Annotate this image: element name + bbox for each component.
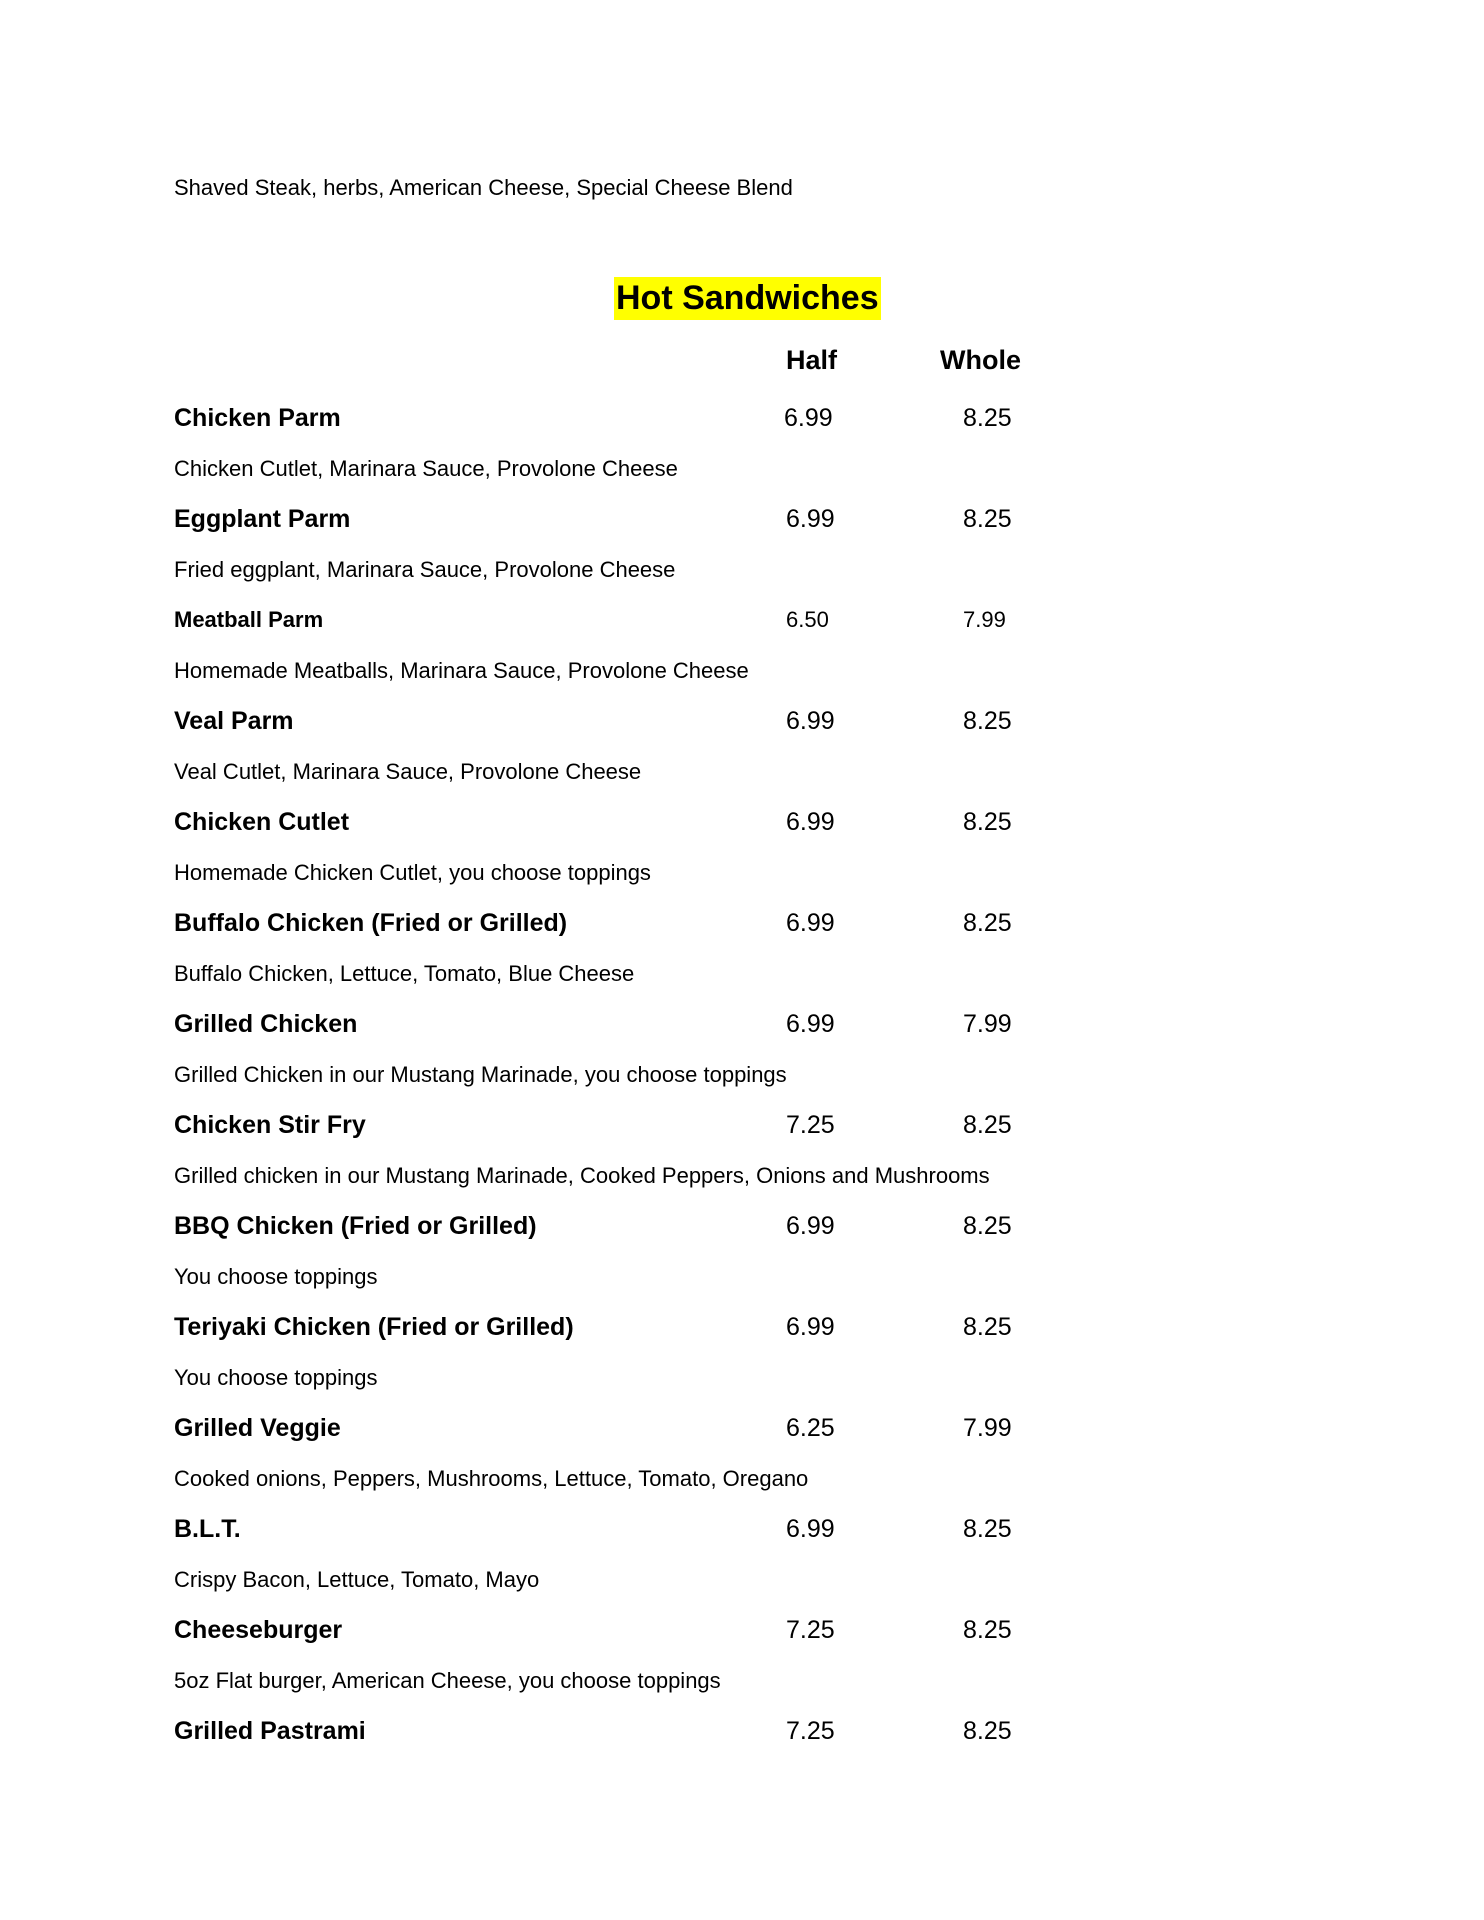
- item-name: Grilled Veggie: [174, 1414, 341, 1442]
- item-description: You choose toppings: [174, 1365, 378, 1390]
- item-name: Veal Parm: [174, 707, 294, 735]
- item-name: Eggplant Parm: [174, 505, 351, 533]
- item-name: Grilled Pastrami: [174, 1717, 366, 1745]
- whole-price: 8.25: [963, 505, 1012, 533]
- whole-price: 7.99: [963, 607, 1006, 632]
- item-name: Teriyaki Chicken (Fried or Grilled): [174, 1313, 574, 1341]
- item-description: Veal Cutlet, Marinara Sauce, Provolone Cheese: [174, 759, 642, 784]
- item-name: Chicken Stir Fry: [174, 1111, 366, 1139]
- half-price: 6.99: [786, 505, 835, 533]
- half-price: 6.99: [786, 1515, 835, 1543]
- item-description: Crispy Bacon, Lettuce, Tomato, Mayo: [174, 1567, 540, 1592]
- half-price: 6.99: [786, 1010, 835, 1038]
- whole-price: 8.25: [963, 1616, 1012, 1644]
- menu-item: [174, 1705, 1274, 1757]
- whole-price: 8.25: [963, 707, 1012, 735]
- menu-item: [174, 594, 1274, 695]
- half-price: 6.50: [786, 607, 829, 632]
- menu-item: [174, 1604, 1274, 1705]
- item-description: Fried eggplant, Marinara Sauce, Provolone Cheese: [174, 557, 676, 582]
- menu-item: [174, 897, 1274, 998]
- half-column-header: Half: [786, 345, 838, 375]
- item-description: You choose toppings: [174, 1264, 378, 1289]
- menu-item: [174, 493, 1274, 594]
- whole-column-header: Whole: [940, 345, 1021, 375]
- whole-price: 7.99: [963, 1414, 1012, 1442]
- item-name: Chicken Parm: [174, 404, 341, 432]
- menu-item: [174, 1503, 1274, 1604]
- item-description: Grilled Chicken in our Mustang Marinade, you choose toppings: [174, 1062, 787, 1087]
- menu-item: [174, 695, 1274, 796]
- item-description: Homemade Meatballs, Marinara Sauce, Provolone Cheese: [174, 658, 749, 683]
- item-name: B.L.T.: [174, 1515, 241, 1543]
- whole-price: 8.25: [963, 1515, 1012, 1543]
- half-price: 6.99: [786, 808, 835, 836]
- menu-item: [174, 1301, 1274, 1402]
- whole-price: 8.25: [963, 808, 1012, 836]
- half-price: 6.99: [786, 909, 835, 937]
- menu-item: [174, 796, 1274, 897]
- item-name: BBQ Chicken (Fried or Grilled): [174, 1212, 537, 1240]
- item-name: Meatball Parm: [174, 607, 324, 632]
- whole-price: 8.25: [963, 1313, 1012, 1341]
- half-price: 6.25: [786, 1414, 835, 1442]
- whole-price: 8.25: [963, 404, 1012, 432]
- menu-item: [174, 1099, 1274, 1200]
- half-price: 6.99: [784, 404, 833, 432]
- half-price: 7.25: [786, 1616, 835, 1644]
- item-description: Cooked onions, Peppers, Mushrooms, Lettuce, Tomato, Oregano: [174, 1466, 809, 1491]
- item-name: Grilled Chicken: [174, 1010, 358, 1038]
- half-price: 6.99: [786, 1212, 835, 1240]
- menu-item: [174, 1200, 1274, 1301]
- whole-price: 8.25: [963, 1717, 1012, 1745]
- menu-item: [174, 998, 1274, 1099]
- half-price: 6.99: [786, 1313, 835, 1341]
- whole-price: 8.25: [963, 1111, 1012, 1139]
- item-name: Cheeseburger: [174, 1616, 343, 1644]
- item-name: Chicken Cutlet: [174, 808, 350, 836]
- item-description: Buffalo Chicken, Lettuce, Tomato, Blue Cheese: [174, 961, 635, 986]
- item-name: Buffalo Chicken (Fried or Grilled): [174, 909, 568, 937]
- menu-list: [174, 392, 1274, 1757]
- section-title: Hot Sandwiches: [614, 277, 881, 320]
- whole-price: 8.25: [963, 909, 1012, 937]
- item-description: 5oz Flat burger, American Cheese, you choose toppings: [174, 1668, 721, 1693]
- half-price: 7.25: [786, 1717, 835, 1745]
- item-description: Chicken Cutlet, Marinara Sauce, Provolone Cheese: [174, 456, 678, 481]
- item-description: Grilled chicken in our Mustang Marinade, Cooked Peppers, Onions and Mushrooms: [174, 1163, 990, 1188]
- whole-price: 7.99: [963, 1010, 1012, 1038]
- menu-item: [174, 392, 1274, 493]
- half-price: 7.25: [786, 1111, 835, 1139]
- item-description: Homemade Chicken Cutlet, you choose toppings: [174, 860, 651, 885]
- whole-price: 8.25: [963, 1212, 1012, 1240]
- intro-description: Shaved Steak, herbs, American Cheese, Special Cheese Blend: [174, 175, 793, 200]
- menu-item: [174, 1402, 1274, 1503]
- half-price: 6.99: [786, 707, 835, 735]
